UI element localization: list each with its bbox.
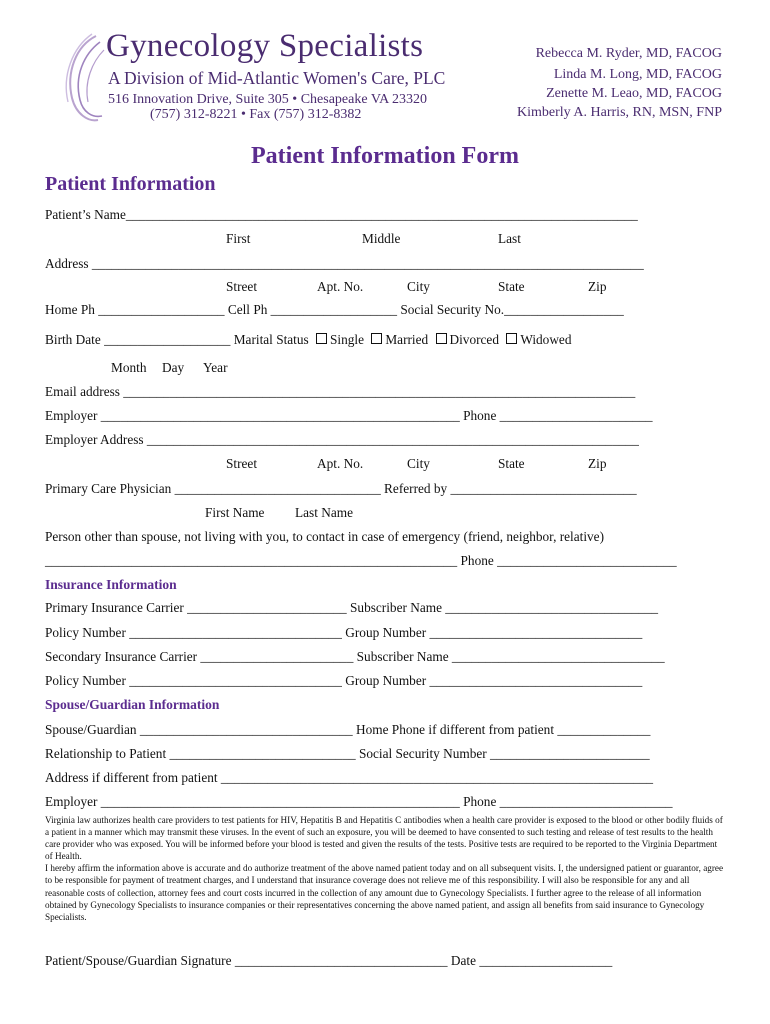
spouse-heading: Spouse/Guardian Information — [45, 697, 220, 712]
insurance-field[interactable]: Policy Number ________________________________ Group Number ________________________________ — [45, 673, 643, 688]
sub-label: City — [407, 456, 430, 471]
checkbox-single[interactable] — [316, 333, 327, 344]
brand-division: A Division of Mid-Atlantic Women's Care, PLC — [108, 68, 446, 88]
doctor-name: Linda M. Long, MD, FACOG — [553, 67, 722, 82]
marital-option: Single — [330, 332, 365, 347]
brand-name: Gynecology Specialists — [106, 28, 424, 64]
emergency-prompt: Person other than spouse, not living with you, to contact in case of emergency (friend, neighbor, relative) — [45, 529, 605, 544]
doctor-name: Zenette M. Leao, MD, FACOG — [546, 86, 722, 101]
emergency-field[interactable]: ______________________________________________________________ Phone ___________________________ — [45, 553, 677, 568]
employer-field[interactable]: Employer ______________________________________________________ Phone _______________________ — [45, 408, 653, 423]
phone-ssn-field[interactable]: Home Ph ___________________ Cell Ph ___________________ Social Security No.__________________ — [45, 302, 624, 317]
insurance-field[interactable]: Primary Insurance Carrier ________________________ Subscriber Name ________________________________ — [45, 600, 659, 615]
insurance-field[interactable]: Secondary Insurance Carrier _______________________ Subscriber Name ________________________________ — [45, 649, 665, 664]
consent-disclaimer — [45, 814, 725, 923]
logo-swirl-icon — [58, 32, 108, 126]
spouse-field[interactable]: Employer ______________________________________________________ Phone __________________________ — [45, 794, 673, 809]
sub-label: Zip — [588, 279, 607, 294]
sub-label: Street — [226, 279, 258, 294]
sub-label: Zip — [588, 456, 607, 471]
sub-label: Day — [162, 360, 185, 375]
sub-label: Street — [226, 456, 258, 471]
form-title: Patient Information Form — [251, 143, 519, 169]
checkbox-divorced[interactable] — [436, 333, 447, 344]
spouse-field[interactable]: Relationship to Patient ____________________________ Social Security Number ________________________ — [45, 746, 650, 761]
insurance-heading: Insurance Information — [45, 577, 177, 592]
sub-label: Year — [203, 360, 228, 375]
sub-label: First — [226, 231, 251, 246]
physician-field[interactable]: Primary Care Physician _______________________________ Referred by ____________________________ — [45, 481, 637, 496]
marital-option: Married — [385, 332, 429, 347]
birth-date-field[interactable]: Birth Date ___________________ Marital Status — [45, 332, 309, 347]
insurance-field[interactable]: Policy Number ________________________________ Group Number ________________________________ — [45, 625, 643, 640]
sub-label: First Name — [205, 505, 265, 520]
sub-label: Apt. No. — [317, 456, 364, 471]
financial-responsibility-notice: I hereby affirm the information above is accurate and do authorize treatment of the above named patient today and on all subsequent visits. I, the undersigned patient or guarantor, agree to be responsible for payment of treatment charges, and I understand that insurance coverage does not relieve me of this responsibility. I will also be responsible for any and all reasonable costs of collection, attorney fees and court costs incurred in the collection of any amount due to Gynecology Specialists. I further agree to the release of all information obtained by Gynecology Specialists to insurance companies or their representatives concerning the above named patient, and assign all benefits from said insurance to Gynecology Specialists. — [45, 863, 724, 922]
spouse-field[interactable]: Address if different from patient _________________________________________________________________ — [45, 770, 654, 785]
employer-address-field[interactable]: Employer Address __________________________________________________________________________ — [45, 432, 639, 447]
birth-marital-row — [45, 332, 571, 348]
sub-label: Apt. No. — [317, 279, 364, 294]
doctor-name: Kimberly A. Harris, RN, MSN, FNP — [517, 105, 722, 120]
sub-label: Last — [498, 231, 521, 246]
sub-label: Month — [111, 360, 147, 375]
checkbox-widowed[interactable] — [506, 333, 517, 344]
email-field[interactable]: Email address _____________________________________________________________________________ — [45, 384, 636, 399]
sub-label: Middle — [362, 231, 401, 246]
brand-phone-fax: (757) 312-8221 • Fax (757) 312-8382 — [150, 107, 362, 122]
address-field[interactable]: Address ___________________________________________________________________________________ — [45, 256, 644, 271]
brand-address: 516 Innovation Drive, Suite 305 • Chesapeake VA 23320 — [108, 92, 427, 107]
sub-label: Last Name — [295, 505, 353, 520]
signature-field[interactable]: Patient/Spouse/Guardian Signature ________________________________ Date ____________________ — [45, 953, 613, 968]
sub-label: State — [498, 456, 525, 471]
doctor-name: Rebecca M. Ryder, MD, FACOG — [535, 46, 722, 61]
hiv-testing-notice: Virginia law authorizes health care providers to test patients for HIV, Hepatitis B and Hepatitis C antibodies when a health care provider is exposed to the blood or other bodily fluids of a patient in a manner which may transmit these viruses. In the event of such an exposure, you will be deemed to have consented to such testing and release of test results to the health care provider who was exposed. You will be informed before your blood is tested and given the results of the tests. Positive tests are required to be reported to the Virginia Department of Health. — [45, 815, 723, 862]
sub-label: City — [407, 279, 430, 294]
marital-option: Widowed — [520, 332, 572, 347]
patient-name-field[interactable]: Patient’s Name_____________________________________________________________________________ — [45, 207, 638, 222]
marital-option: Divorced — [449, 332, 499, 347]
section-heading: Patient Information — [45, 173, 216, 195]
spouse-field[interactable]: Spouse/Guardian ________________________________ Home Phone if different from patient ______________ — [45, 722, 651, 737]
checkbox-married[interactable] — [371, 333, 382, 344]
sub-label: State — [498, 279, 525, 294]
